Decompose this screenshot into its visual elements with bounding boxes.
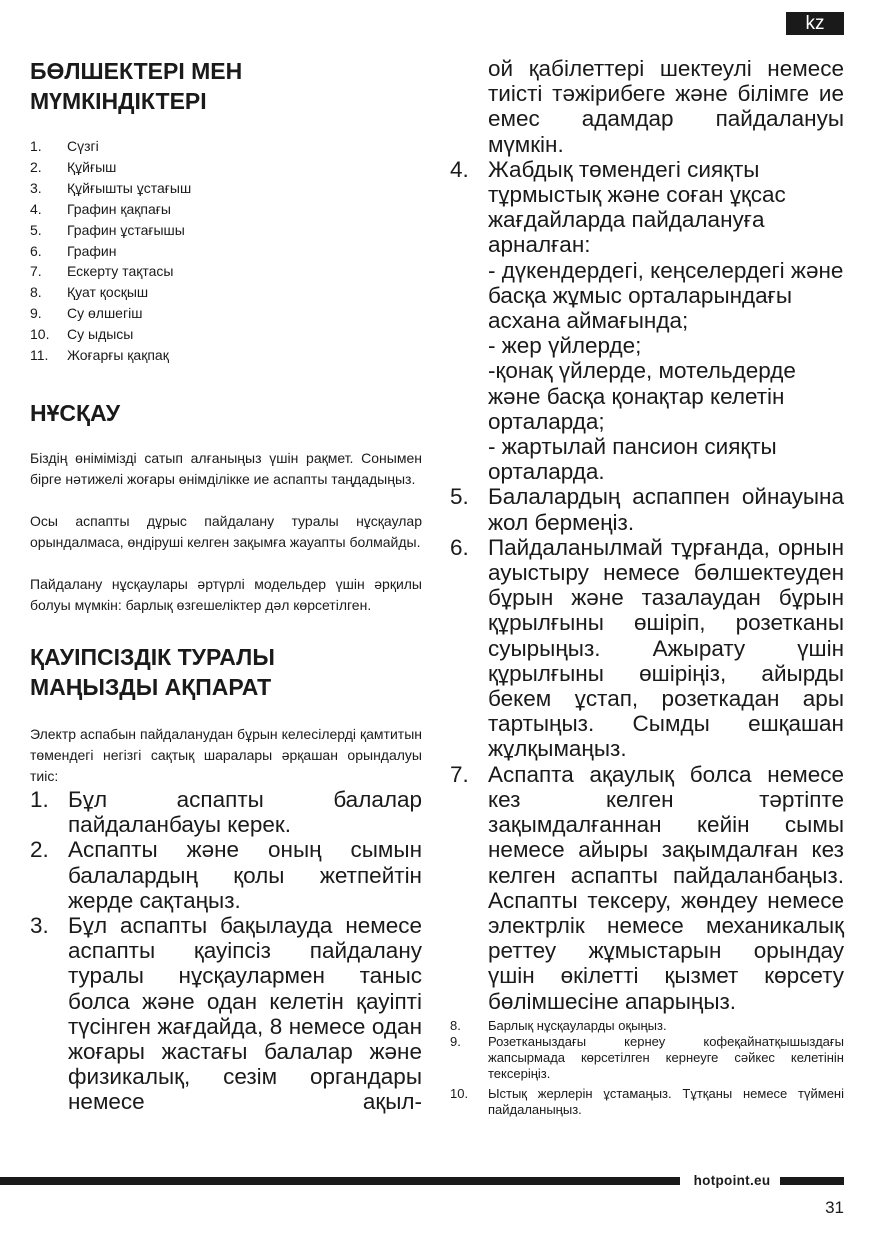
list-item: 9. Розетканыздағы кернеу кофеқайнатқышыздағы жапсырмада көрсетілген кернеуге сәйкес келетінін тексеріңіз. <box>450 1033 844 1081</box>
list-item: 9. Су өлшегіш <box>30 305 143 322</box>
list-item: 10. Ыстық жерлерін ұстамаңыз. Тұтқаны немесе түймені пайдаланыңыз. <box>450 1085 844 1117</box>
section-title-parts: БӨЛШЕКТЕРІ МЕН МҮМКІНДІКТЕРІ <box>30 58 243 114</box>
list-item: 1. Сүзгі <box>30 138 99 154</box>
left-column <box>30 56 422 1115</box>
list-item: 3. Құйғышты ұстағыш <box>30 179 192 196</box>
section-title-safety: ҚАУІПСІЗДІК ТУРАЛЫ МАҢЫЗДЫ АҚПАРАТ <box>30 643 275 700</box>
section-title-instructions: НҰСҚАУ <box>30 399 121 426</box>
safety-list-small <box>450 1018 844 1118</box>
list-item: 4. Графин қақпағы <box>30 200 171 217</box>
safety-list-left <box>30 787 422 1115</box>
language-badge: kz <box>786 12 844 35</box>
list-item-continuation: ой қабілеттері шектеулі немесе тиісті тәжірибеге және білімге ие емес адамдар пайдалануы мүмкін. <box>488 56 844 157</box>
list-item: 2. Құйғыш <box>30 158 117 175</box>
page-number: 31 <box>825 1198 844 1217</box>
list-item: 6. Графин <box>30 242 117 259</box>
safety-intro: Электр аспабын пайдаланудан бұрын келесілерді қамтитын төмендегі негізгі сақтық шаралары әрқашан орындалуы тиіс: <box>30 725 422 784</box>
intro-paragraph: Біздің өнімімізді сатып алғаныңыз үшін рақмет. Сонымен бірге нәтижелі жоғары өнімділікке ие аспапты таңдадыңыз. <box>30 449 422 487</box>
list-item: 3. Бұл аспапты бақылауда немесе аспапты қауіпсіз пайдалану туралы нұсқаулармен таныс болса және одан келетін қауіпті түсінген жағдайда, 8 немесе одан жоғары жастағы балалар және физикалық, сезім органдары немесе ақыл- <box>30 912 422 1115</box>
list-item: 10. Су ыдысы <box>30 326 134 343</box>
list-item: 1. Бұл аспапты балалар пайдаланбауы керек. <box>30 786 422 838</box>
list-item: 7. Аспапта ақаулық болса немесе кез келген тәртіпте зақымдалғаннан кейін сымы немесе айыры зақымдалған кез келген аспапты пайдаланбаңыз. Аспапты тексеру, жөндеу немесе электрлік немесе механикалық реттеу жұмыстарын орындау үшін өкілетті қызмет көрсету бөлімшесіне апарыңыз. <box>450 761 844 1014</box>
list-item: 8. Барлық нұсқауларды оқыңыз. <box>450 1017 667 1033</box>
list-item: 6. Пайдаланылмай тұрғанда, орнын ауыстыру немесе бөлшектеуден бұрын және тазалаудан бұрын құрылғыны өшіріп, розетканы суырыңыз. Ажырату үшін құрылғыны өшіріңіз, айырды бекем ұстап, розеткадан ары тартыңыз. Сымды ешқашан жұлқымаңыз. <box>450 534 844 762</box>
list-item: 7. Ескерту тақтасы <box>30 263 174 280</box>
list-item: 11. Жоғарғы қақпақ <box>30 347 169 364</box>
list-item: 5. Балалардың аспаппен ойнауына жол бермеңіз. <box>450 484 844 535</box>
parts-list <box>30 136 422 366</box>
footer-rule-left <box>0 1177 680 1185</box>
list-item: 5. Графин ұстағышы <box>30 221 185 238</box>
intro-paragraph: Пайдалану нұсқаулары әртүрлі модельдер үшін әрқилы болуы мүмкін: барлық өзгешеліктер дәл көрсетілген. <box>30 575 422 613</box>
brand-link[interactable]: hotpoint.eu <box>693 1173 771 1188</box>
footer-rule-right <box>780 1177 844 1185</box>
right-column <box>450 56 844 1118</box>
list-item: 8. Қуат қосқыш <box>30 284 149 301</box>
list-item: 2. Аспапты және оның сымын балалардың қолы жетпейтін жерде сақтаңыз. <box>30 837 422 913</box>
list-item: 4. Жабдық төмендегі сияқты тұрмыстық және соған ұқсас жағдайларда пайдалануға арналған: - дүкендердегі, кеңселердегі және басқа жұмыс орталарындағы асхана аймағында; - жер үйлерде; -қонақ үйлерде, мотельдерде және басқа қонақтар келетін орталарда; - жартылай пансион сияқты орталарда. <box>450 156 844 485</box>
intro-paragraph: Осы аспапты дұрыс пайдалану туралы нұсқаулар орындалмаса, өндіруші келген зақымға жауапты болмайды. <box>30 512 422 550</box>
safety-list-right <box>450 157 844 1014</box>
